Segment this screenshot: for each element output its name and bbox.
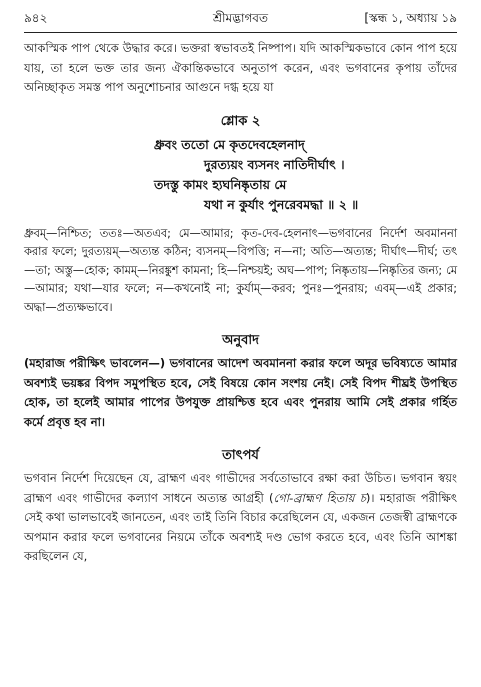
book-title: শ্রীমদ্ভাগবত [212, 11, 268, 25]
section-label: [স্কন্ধ ১, অধ্যায় ১৯ [364, 11, 457, 25]
page-number: ৯৪২ [24, 11, 48, 25]
shloka-verse [24, 135, 457, 215]
translation-text: (মহারাজ পরীক্ষিৎ ভাবলেন—) ভগবানের আদেশ অবমাননা করার ফলে অদূর ভবিষ্যতে আমার অবশ্যই ভয়ঙ্কর বিপদ সমুপস্থিত হবে, সেই বিষয়ে কোন সংশয় নেই। সেই বিপদ শীঘ্রই উপস্থিত হোক, তা হলেই আমার পাপের উপযুক্ত প্রায়শ্চিত্ত হবে এবং পুনরায় আমি সেই প্রকার গর্হিত কর্মে প্রবৃত্ত হব না। [24, 356, 457, 429]
header-rule [24, 32, 457, 33]
verse-line: ধ্রুবং ততো মে কৃতদেবহেলনাদ্ [154, 136, 305, 152]
intro-paragraph: আকস্মিক পাপ থেকে উদ্ধার করে। ভক্তরা স্বভাবতই নিষ্পাপ। যদি আকস্মিকভাবে কোন পাপ হয়ে যায়, তা হলে ভক্ত তার জন্য ঐকান্তিকভাবে অনুতাপ করেন, এবং ভগবানের কৃপায় তাঁদের অনিচ্ছাকৃত সমস্ত পাপ অনুশোচনার আগুনে দগ্ধ হয়ে যা [24, 41, 457, 94]
verse-line: দুরত্যয়ং ব্যসনং নাতিদীর্ঘাৎ । [204, 156, 345, 172]
verse-line: তদস্তু কামং হ্যঘনিষ্কৃতায় মে [154, 176, 287, 192]
page-header [24, 10, 457, 30]
purport-text [24, 469, 457, 567]
shloka-heading: শ্লোক ২ [220, 113, 261, 129]
translation-heading: অনুবাদ [222, 333, 259, 348]
purport-heading: তাৎপর্য [222, 448, 259, 463]
purport-italic-quote: গো-ব্রাহ্মণ হিতায় চ [273, 490, 366, 505]
purport-text-part: )। মহারাজ পরীক্ষিৎ সেই কথা ভালভাবেই জানতেন, এবং তাই তিনি বিচার করেছিলেন যে, একজন তেজস্বী ব্রাহ্মণকে অপমান করার ফলে ভগবানের নিয়মে তাঁকে অবশ্যই দণ্ড ভোগ করতে হবে, এবং তিনি আশঙ্কা করছিলেন যে, [24, 490, 458, 563]
synonyms-paragraph: ধ্রুবম্—নিশ্চিত; ততঃ—অতএব; মে—আমার; কৃত-দেব-হেলনাৎ—ভগবানের নির্দেশ অবমাননা করার ফলে; দুরত্যয়ম্—অত্যন্ত কঠিন; ব্যসনম্—বিপত্তি; ন—না; অতি—অত্যন্ত; দীর্ঘাৎ—দীর্ঘ; তৎ—তা; অস্তু—হোক; কামম্—নিরঙ্কুশ কামনা; হি—নিশ্চয়ই; অঘ—পাপ; নিষ্কৃতায়—নিষ্কৃতির জন্য; মে—আমার; যথা—যার ফলে; ন—কখনোই না; কুর্যাম্—করব; পুনঃ—পুনরায়; এবম্—এই প্রকার; অদ্ধা—প্রত্যক্ষভাবে। [24, 226, 457, 314]
verse-line: যথা ন কুর্যাং পুনরেবমদ্ধা ॥ ২ ॥ [204, 196, 359, 212]
purport-text-part: ভগবান নির্দেশ দিয়েছেন যে, ব্রাহ্মণ এবং গাভীদের সর্বতোভাবে রক্ষা করা উচিত। ভগবান স্বয়ং ব্রাহ্মণ এবং গাভীদের কল্যাণ সাধনে অত্যন্ত আগ্রহী ( [24, 471, 457, 505]
